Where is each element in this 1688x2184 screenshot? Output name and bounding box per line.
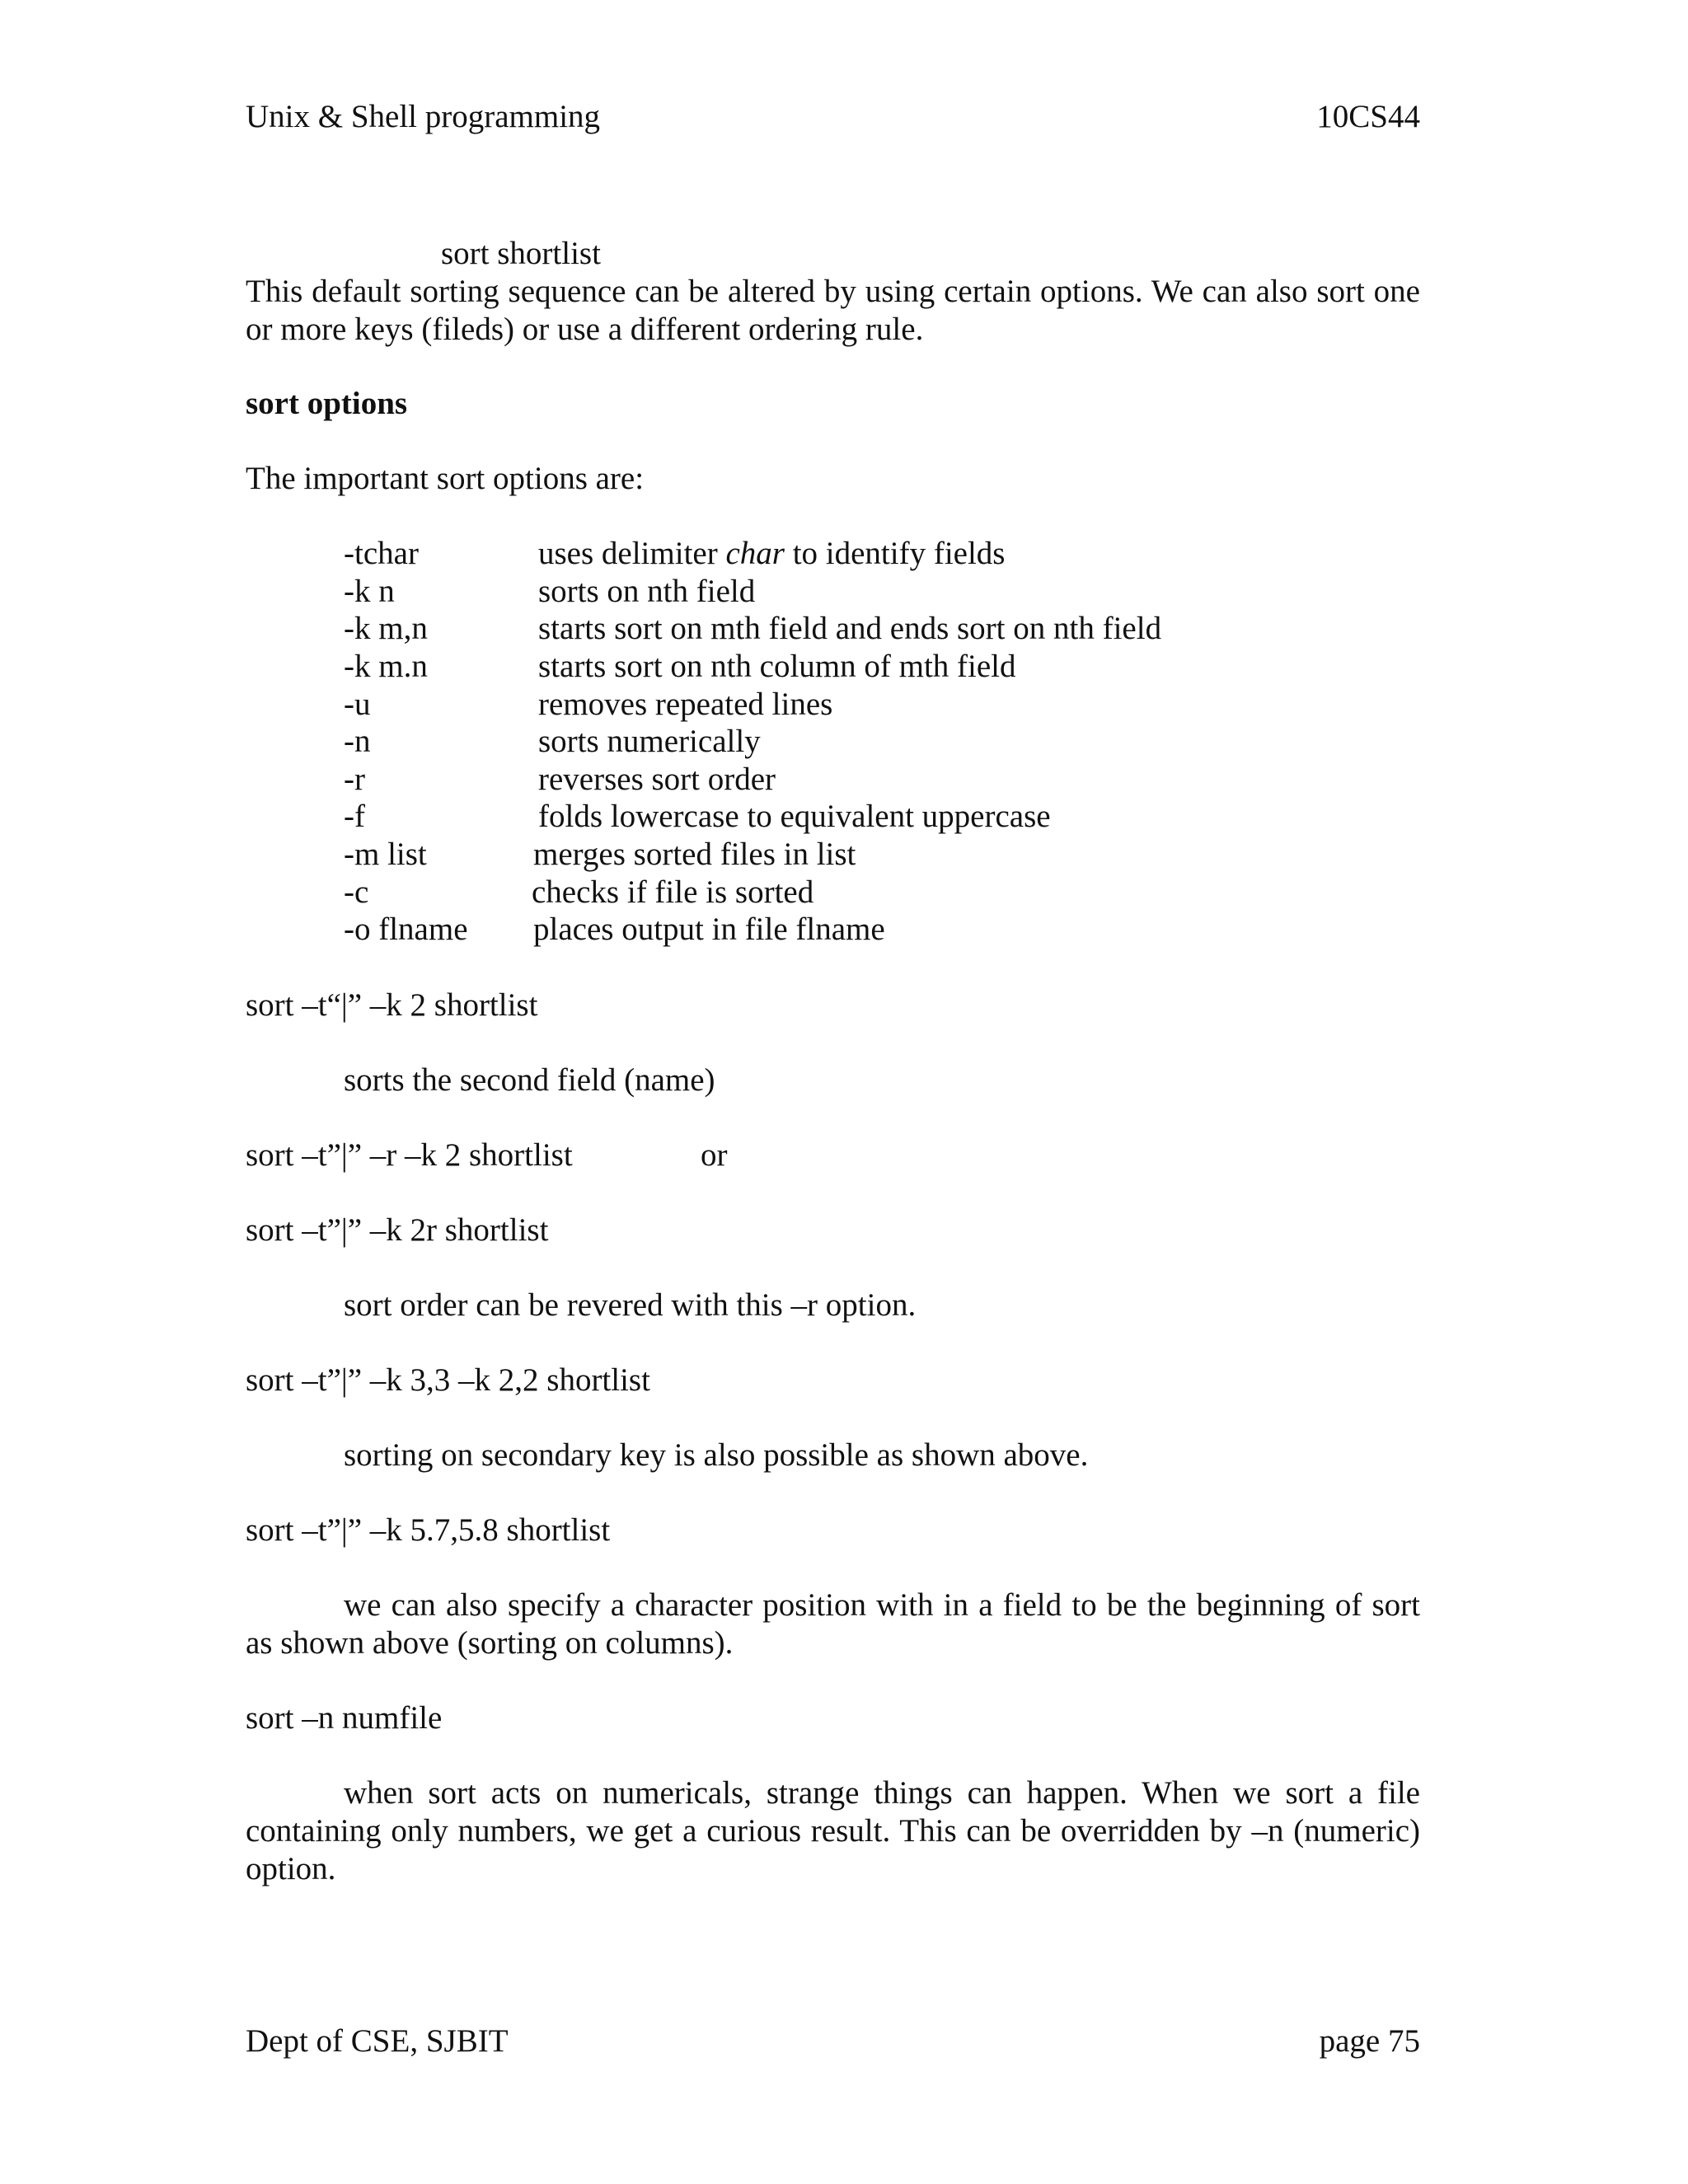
section-lead: The important sort options are: xyxy=(246,461,645,496)
option-flag: -o flname xyxy=(344,912,468,947)
option-flag: -n xyxy=(344,724,371,759)
example-command: sort –n numfile xyxy=(246,1700,443,1736)
option-desc: checks if file is sorted xyxy=(532,874,814,910)
intro-paragraph: This default sorting sequence can be altered by using certain options. We can also sort one or more keys (fileds) or use a different ordering rule. xyxy=(246,274,1420,347)
option-desc: removes repeated lines xyxy=(538,687,833,722)
option-desc: folds lowercase to equivalent uppercase xyxy=(538,799,1051,834)
example-command: sort –t“|” –k 2 shortlist xyxy=(246,987,538,1023)
example-command: sort –t”|” –r –k 2 shortlist xyxy=(246,1137,573,1173)
option-flag: -u xyxy=(344,687,371,722)
option-flag: -f xyxy=(344,799,365,834)
header-code: 10CS44 xyxy=(1316,99,1420,134)
option-desc: places output in file flname xyxy=(533,912,885,947)
option-flag: -r xyxy=(344,762,365,797)
intro-command: sort shortlist xyxy=(441,236,601,271)
example-command: sort –t”|” –k 2r shortlist xyxy=(246,1212,549,1248)
example-command: sort –t”|” –k 5.7,5.8 shortlist xyxy=(246,1512,611,1548)
option-flag: -k m,n xyxy=(344,611,428,646)
option-desc: merges sorted files in list xyxy=(533,837,856,872)
footer-page-number: page 75 xyxy=(1319,2023,1420,2059)
header-title: Unix & Shell programming xyxy=(246,99,601,134)
option-desc: starts sort on nth column of mth field xyxy=(538,649,1016,684)
option-desc: sorts numerically xyxy=(538,724,761,759)
section-heading: sort options xyxy=(246,386,408,421)
option-desc: sorts on nth field xyxy=(538,574,756,609)
option-desc: uses delimiter char to identify fields xyxy=(538,536,1006,571)
or-word: or xyxy=(701,1137,728,1173)
option-flag: -k m.n xyxy=(344,649,428,684)
example-note: sorts the second field (name) xyxy=(344,1062,715,1098)
option-flag: -tchar xyxy=(344,536,419,571)
footer-dept: Dept of CSE, SJBIT xyxy=(246,2023,509,2059)
option-flag: -k n xyxy=(344,574,395,609)
option-desc: starts sort on mth field and ends sort on nth field xyxy=(538,611,1162,646)
option-desc: reverses sort order xyxy=(538,762,776,797)
example-command: sort –t”|” –k 3,3 –k 2,2 shortlist xyxy=(246,1362,650,1398)
option-flag: -m list xyxy=(344,837,427,872)
example-note: sorting on secondary key is also possible as shown above. xyxy=(344,1437,1089,1473)
example-note: when sort acts on numericals, strange things can happen. When we sort a file containing only numbers, we get a curious result. This can be overridden by –n (numeric) option. xyxy=(246,1775,1420,1886)
option-flag: -c xyxy=(344,874,369,910)
example-note: we can also specify a character position with in a field to be the beginning of sort as shown above (sorting on columns). xyxy=(246,1587,1420,1661)
example-note: sort order can be revered with this –r option. xyxy=(344,1287,917,1323)
